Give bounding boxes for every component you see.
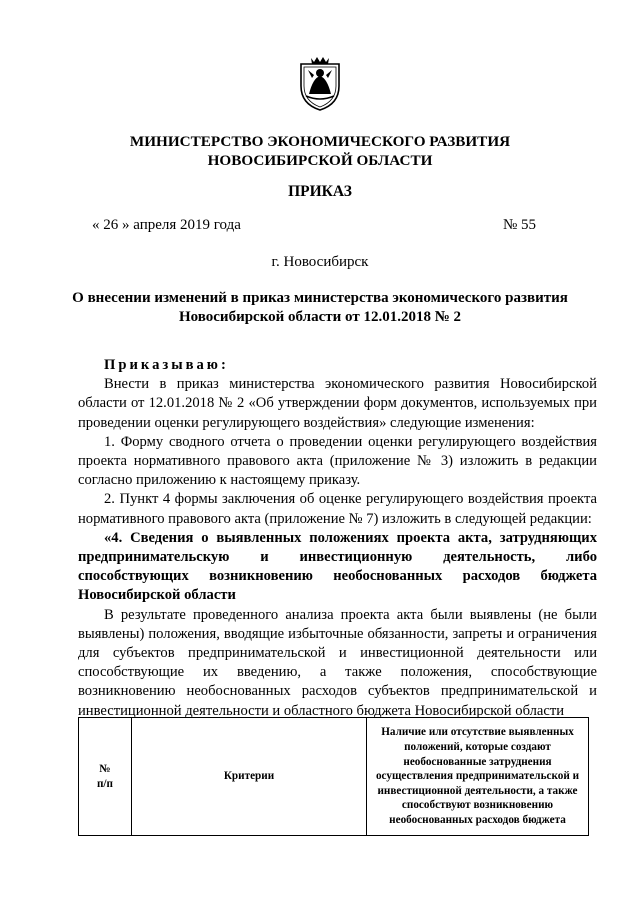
document-type: ПРИКАЗ [288,183,352,200]
ministry-line-2: НОВОСИБИРСКОЙ ОБЛАСТИ [207,152,433,169]
intro-paragraph: Внести в приказ министерства экономического развития Новосибирской области от 12.01.2018 № 2 «Об утверждении форм документов, используемых при проведении оценки регулирующего воздействия» следующие изменения: [78,376,597,431]
date-number-line [92,217,536,234]
item-2-paragraph: 2. Пункт 4 формы заключения об оценке регулирующего воздействия проекта нормативного правового акта (приложение № 7) изложить в следующей редакции: [78,491,597,527]
item-1-paragraph: 1. Форму сводного отчета о проведении оценки регулирующего воздействия проекта нормативного правового акта (приложение № 3) изложить в редакции согласно приложению к настоящему приказу. [78,433,597,489]
document-date: « 26 » апреля 2019 года [92,217,241,233]
document-subject [0,289,640,327]
document-body [78,356,597,721]
header-number: № п/п [79,718,132,836]
header-criteria: Критерии [132,718,367,836]
city: г. Новосибирск [271,254,369,270]
orders-heading: Приказываю: [104,357,229,373]
subject-line-2: Новосибирской области от 12.01.2018 № 2 [178,309,462,325]
table-header-row [79,718,589,836]
novosibirsk-coat-of-arms-icon [297,56,343,112]
ministry-name [0,132,640,170]
criteria-table [78,717,589,836]
document-number: № 55 [502,217,536,233]
section-4-title: «4. Сведения о выявленных положениях проекта акта, затрудняющих предпринимательскую и инвестиционную деятельность, либо способствующих возникновению необоснованных расходов бюджета Новосибирской области [78,529,597,604]
subject-line-1: О внесении изменений в приказ министерства экономического развития [72,290,568,306]
ministry-line-1: МИНИСТЕРСТВО ЭКОНОМИЧЕСКОГО РАЗВИТИЯ [129,133,511,150]
section-4-paragraph: В результате проведенного анализа проекта акта были выявлены (не были выявлены) положения, вводящие избыточные обязанности, запреты и ограничения для субъектов предпринимательской и инвестиционной деятельности или способствующие их введению, а также положения, способствующие возникновению необоснованных расходов субъектов предпринимательской и инвестиционной деятельности и областного бюджета Новосибирской области [78,606,597,719]
header-presence: Наличие или отсутствие выявленных положений, которые создают необоснованные затруднения осуществления предпринимательской и инвестиционной деятельности, а также способствуют возникновению необоснованных расходов бюджета [367,718,589,836]
